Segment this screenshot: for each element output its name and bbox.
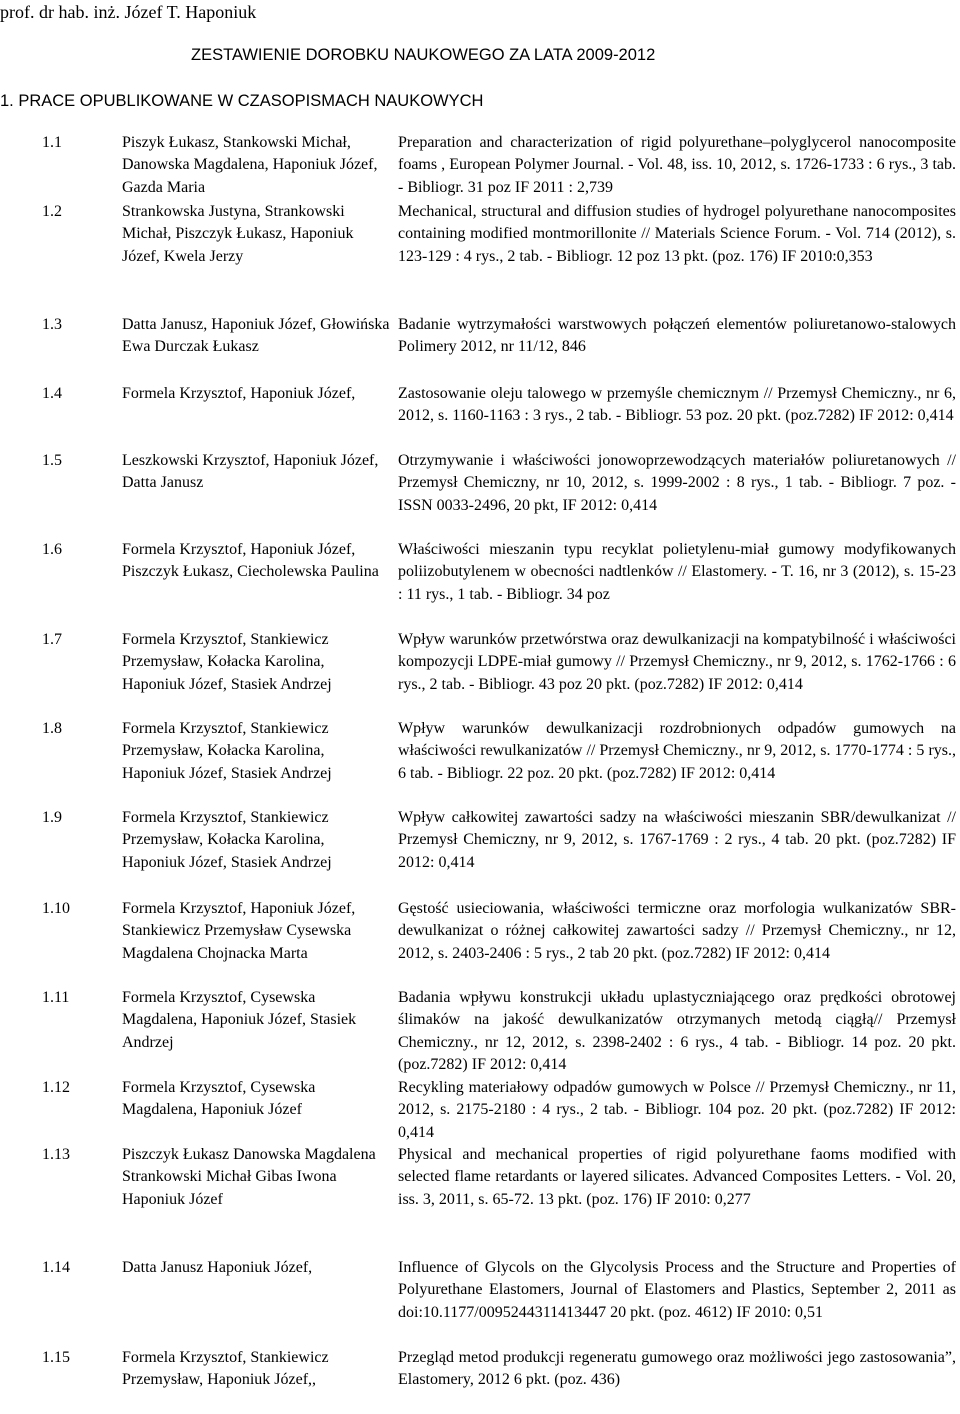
entry-authors: Datta Janusz, Haponiuk Józef, Głowińska Ewa Durczak Łukasz (122, 316, 390, 356)
entry-number: 1.7 (42, 631, 62, 648)
entry-authors: Strankowska Justyna, Strankowski Michał, Piszczyk Łukasz, Haponiuk Józef, Kwela Jerzy (122, 203, 354, 265)
entry-number: 1.2 (42, 203, 62, 220)
section-heading: 1. PRACE OPUBLIKOWANE W CZASOPISMACH NAUKOWYCH (0, 92, 484, 110)
entry-description: Gęstość usieciowania, właściwości termiczne oraz morfologia wulkanizatów SBR-dewulkanizat o różnej całkowitej zawartości sadzy // Przemysł Chemiczny., nr 12, 2012, s. 2403-2406 : 5 rys., 2 tab 20 pkt. (poz.7282) IF 2012: 0,414 (398, 900, 956, 962)
entry-number: 1.14 (42, 1259, 70, 1276)
entry-authors: Formela Krzysztof, Stankiewicz Przemysław, Kołacka Karolina, Haponiuk Józef, Stasiek Andrzej (122, 720, 332, 782)
entry-authors: Piszyk Łukasz, Stankowski Michał, Danowska Magdalena, Haponiuk Józef, Gazda Maria (122, 134, 378, 196)
entry-authors: Formela Krzysztof, Haponiuk Józef, Stankiewicz Przemysław Cysewska Magdalena Chojnacka Marta (122, 900, 356, 962)
entry-authors: Formela Krzysztof, Stankiewicz Przemysław, Kołacka Karolina, Haponiuk Józef, Stasiek Andrzej (122, 631, 332, 693)
entry-number: 1.11 (42, 989, 70, 1006)
entry-authors: Formela Krzysztof, Cysewska Magdalena, Haponiuk Józef (122, 1079, 316, 1119)
entry-authors: Datta Janusz Haponiuk Józef, (122, 1259, 313, 1276)
entry-number: 1.15 (42, 1349, 70, 1366)
entry-description: Wpływ warunków przetwórstwa oraz dewulkanizacji na kompatybilność i właściwości kompozycji LDPE-miał gumowy // Przemysł Chemiczny., nr 9, 2012, s. 1762-1766 : 6 rys., 2 tab. - Bibliogr. 43 poz 20 pkt. (poz.7282) IF 2012: 0,414 (398, 631, 956, 693)
document-author: prof. dr hab. inż. Józef T. Haponiuk (0, 2, 257, 22)
entry-authors: Formela Krzysztof, Cysewska Magdalena, Haponiuk Józef, Stasiek Andrzej (122, 989, 357, 1051)
entry-number: 1.6 (42, 541, 62, 558)
entry-description: Mechanical, structural and diffusion studies of hydrogel polyurethane nanocomposites containing modified montmorillonite // Materials Science Forum. - Vol. 714 (2012), s. 123-129 : 4 rys., 2 tab. - Bibliogr. 12 poz 13 pkt. (poz. 176) IF 2010:0,353 (398, 203, 956, 265)
entry-description: Wpływ warunków dewulkanizacji rozdrobnionych odpadów gumowych na właściwości rewulkanizatów // Przemysł Chemiczny., nr 9, 2012, s. 1770-1774 : 5 rys., 6 tab. - Bibliogr. 22 poz. 20 pkt. (poz.7282) IF 2012: 0,414 (398, 720, 956, 782)
entry-number: 1.5 (42, 452, 62, 469)
entry-description: Influence of Glycols on the Glycolysis Process and the Structure and Properties of Polyurethane Elastomers, Journal of Elastomers and Plastics, September 2, 2011 as doi:10.1177/0095244311413447 20 pkt. (poz. 4612) IF 2010: 0,51 (398, 1259, 956, 1321)
entry-number: 1.10 (42, 900, 70, 917)
entry-number: 1.1 (42, 134, 62, 151)
entry-number: 1.8 (42, 720, 62, 737)
entry-authors: Formela Krzysztof, Stankiewicz Przemysław, Haponiuk Józef,, (122, 1349, 329, 1389)
entry-authors: Piszczyk Łukasz Danowska Magdalena Strankowski Michał Gibas Iwona Haponiuk Józef (122, 1146, 376, 1208)
entry-authors: Formela Krzysztof, Haponiuk Józef, (122, 385, 356, 402)
entry-description: Właściwości mieszanin typu recyklat polietylenu-miał gumowy modyfikowanych poliizobutylenem w obecności nadtlenków // Elastomery. - T. 16, nr 3 (2012), s. 15-23 : 11 rys., 1 tab. - Bibliogr. 34 poz (398, 541, 956, 603)
entry-description: Zastosowanie oleju talowego w przemyśle chemicznym // Przemysł Chemiczny., nr 6, 2012, s. 1160-1163 : 3 rys., 2 tab. - Bibliogr. 53 poz. 20 pkt. (poz.7282) IF 2012: 0,414 (398, 385, 956, 425)
entry-number: 1.12 (42, 1079, 70, 1096)
document-title: ZESTAWIENIE DOROBKU NAUKOWEGO ZA LATA 2009-2012 (191, 46, 656, 64)
entry-description: Otrzymywanie i właściwości jonowoprzewodzących materiałów poliuretanowych // Przemysł Chemiczny, nr 10, 2012, s. 1999-2002 : 8 rys., 1 tab. - Bibliogr. 7 poz. - ISSN 0033-2496, 20 pkt, IF 2012: 0,414 (398, 452, 956, 514)
entry-number: 1.4 (42, 385, 62, 402)
entry-number: 1.13 (42, 1146, 70, 1163)
entry-description: Recykling materiałowy odpadów gumowych w Polsce // Przemysł Chemiczny., nr 11, 2012, s. 2175-2180 : 4 rys., 2 tab. - Bibliogr. 104 poz. 20 pkt. (poz.7282) IF 2012: 0,414 (398, 1079, 956, 1141)
entry-number: 1.3 (42, 316, 62, 333)
entry-authors: Formela Krzysztof, Stankiewicz Przemysław, Kołacka Karolina, Haponiuk Józef, Stasiek Andrzej (122, 809, 332, 871)
entry-description: Wpływ całkowitej zawartości sadzy na właściwości mieszanin SBR/dewulkanizat // Przemysł Chemiczny, nr 9, 2012, s. 1767-1769 : 2 rys., 4 tab. 20 pkt. (poz.7282) IF 2012: 0,414 (398, 809, 956, 871)
entry-description: Preparation and characterization of rigid polyurethane–polyglycerol nanocomposite foams , European Polymer Journal. - Vol. 48, iss. 10, 2012, s. 1726-1733 : 6 rys., 3 tab. - Bibliogr. 31 poz IF 2011 : 2,739 (398, 134, 956, 196)
entry-description: Przegląd metod produkcji regeneratu gumowego oraz możliwości jego zastosowania”, Elastomery, 2012 6 pkt. (poz. 436) (398, 1349, 956, 1389)
entry-authors: Formela Krzysztof, Haponiuk Józef, Piszczyk Łukasz, Ciecholewska Paulina (122, 541, 379, 581)
entry-description: Physical and mechanical properties of rigid polyurethane faoms modified with selected flame retardants or layered silicates. Advanced Composites Letters. - Vol. 20, iss. 3, 2011, s. 65-72. 13 pkt. (poz. 176) IF 2010: 0,277 (398, 1146, 956, 1208)
entry-number: 1.9 (42, 809, 62, 826)
entry-authors: Leszkowski Krzysztof, Haponiuk Józef, Datta Janusz (122, 452, 379, 492)
entry-description: Badanie wytrzymałości warstwowych połączeń elementów poliuretanowo-stalowych Polimery 2012, nr 11/12, 846 (398, 316, 956, 356)
entry-description: Badania wpływu konstrukcji układu uplastyczniającego oraz prędkości obrotowej ślimaków na jakość dewulkanizatów otrzymanych metodą ciągłą// Przemysł Chemiczny., nr 12, 2012, s. 2398-2402 : 6 rys., 4 tab. - Bibliogr. 14 poz. 20 pkt. (poz.7282) IF 2012: 0,414 (398, 989, 956, 1074)
